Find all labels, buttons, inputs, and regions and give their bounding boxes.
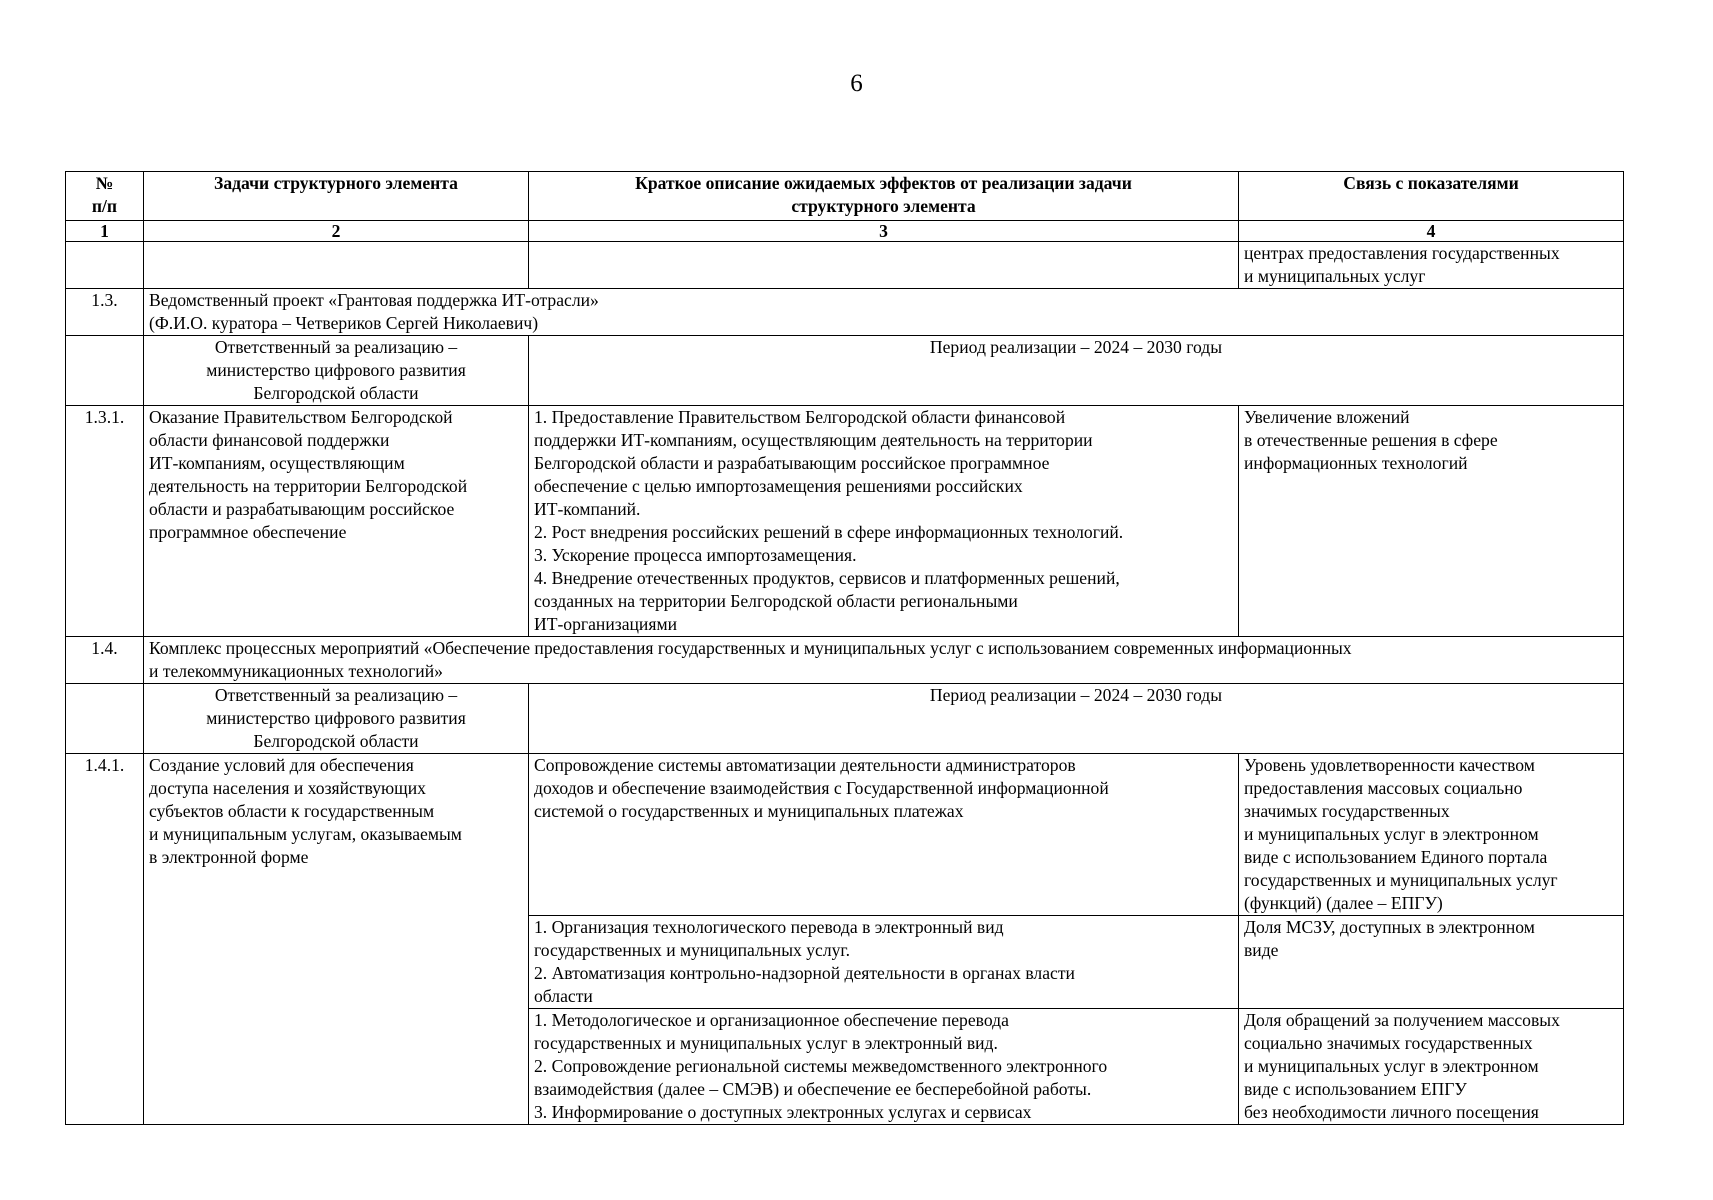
header-tasks-cell xyxy=(144,172,529,221)
indicator-cell xyxy=(1239,242,1624,289)
text-line: предоставления массовых социально xyxy=(1244,778,1523,798)
text-line: виде xyxy=(1244,940,1279,960)
header-text-line: Краткое описание ожидаемых эффектов от реализации задачи xyxy=(635,173,1132,193)
text-line: виде с использованием ЕПГУ xyxy=(1244,1079,1467,1099)
text-line: (функций) (далее – ЕПГУ) xyxy=(1244,893,1443,913)
text-line: 4. Внедрение отечественных продуктов, сервисов и платформенных решений, xyxy=(534,568,1120,588)
text-line: 2. Рост внедрения российских решений в сфере информационных технологий. xyxy=(534,522,1124,542)
section-title-cell xyxy=(144,289,1624,336)
text-line: области финансовой поддержки xyxy=(149,430,390,450)
table-row-1-3-responsible xyxy=(66,336,1624,406)
text-line: и телекоммуникационных технологий» xyxy=(149,661,443,681)
empty-cell xyxy=(66,242,144,289)
text-line: созданных на территории Белгородской области региональными xyxy=(534,591,1018,611)
column-number: 1 xyxy=(66,221,144,242)
text-line: Комплекс процессных мероприятий «Обеспечение предоставления государственных и муниципальных услуг с использованием современных информационных xyxy=(149,638,1352,658)
task-cell xyxy=(144,406,529,637)
table-row-1-4-1 xyxy=(66,754,1624,916)
table-row-1-4 xyxy=(66,637,1624,684)
text-line: информационных технологий xyxy=(1244,453,1468,473)
period-cell xyxy=(529,684,1624,754)
text-line: Создание условий для обеспечения xyxy=(149,755,414,775)
header-text-line: Задачи структурного элемента xyxy=(214,173,458,193)
header-number-cell xyxy=(66,172,144,221)
text-line: Ответственный за реализацию – xyxy=(214,337,458,357)
text-line: социально значимых государственных xyxy=(1244,1033,1533,1053)
text-line: поддержки ИТ-компаниям, осуществляющим деятельность на территории xyxy=(534,430,1093,450)
indicator-cell xyxy=(1239,916,1624,1009)
table-row-continued xyxy=(66,242,1624,289)
row-number: 1.4.1. xyxy=(66,754,144,1125)
text-line: области xyxy=(534,986,593,1006)
text-line: министерство цифрового развития xyxy=(206,708,466,728)
text-line: системой о государственных и муниципальных платежах xyxy=(534,801,964,821)
column-number: 2 xyxy=(144,221,529,242)
row-number: 1.4. xyxy=(66,637,144,684)
text-line: виде с использованием Единого портала xyxy=(1244,847,1548,867)
column-numbers-row xyxy=(66,221,1624,242)
effects-cell xyxy=(529,1009,1239,1125)
text-line: области и разрабатывающим российское xyxy=(149,499,455,519)
text-line: государственных и муниципальных услуг xyxy=(1244,870,1558,890)
text-line: 2. Автоматизация контрольно-надзорной деятельности в органах власти xyxy=(534,963,1075,983)
header-effects-cell xyxy=(529,172,1239,221)
text-line: 1. Организация технологического перевода в электронный вид xyxy=(534,917,1004,937)
text-line: ИТ-компаниям, осуществляющим xyxy=(149,453,405,473)
text-line: Увеличение вложений xyxy=(1244,407,1410,427)
text-line: (Ф.И.О. куратора – Четвериков Сергей Николаевич) xyxy=(149,313,539,333)
responsible-cell xyxy=(144,684,529,754)
task-cell xyxy=(144,754,529,1125)
table-row-1-4-responsible xyxy=(66,684,1624,754)
text-line: Уровень удовлетворенности качеством xyxy=(1244,755,1535,775)
text-line: доступа населения и хозяйствующих xyxy=(149,778,426,798)
text-line: программное обеспечение xyxy=(149,522,347,542)
text-line: министерство цифрового развития xyxy=(206,360,466,380)
header-text-line: Связь с показателями xyxy=(1343,173,1519,193)
text-line: и муниципальных услуг в электронном xyxy=(1244,1056,1539,1076)
empty-cell xyxy=(529,242,1239,289)
period-text: Период реализации – 2024 – 2030 годы xyxy=(929,337,1223,357)
page-number: 6 xyxy=(850,70,863,97)
text-line: 1. Методологическое и организационное обеспечение перевода xyxy=(534,1010,1009,1030)
text-line: без необходимости личного посещения xyxy=(1244,1102,1539,1122)
text-line: Доля МСЗУ, доступных в электронном xyxy=(1244,917,1535,937)
indicator-cell xyxy=(1239,754,1624,916)
table-header-row xyxy=(66,172,1624,221)
text-line: ИТ-компаний. xyxy=(534,499,641,519)
text-line: 3. Информирование о доступных электронных услугах и сервисах xyxy=(534,1102,1032,1122)
empty-cell xyxy=(66,684,144,754)
header-text-line: № xyxy=(95,173,114,193)
row-number: 1.3.1. xyxy=(66,406,144,637)
text-line: государственных и муниципальных услуг. xyxy=(534,940,851,960)
text-line: Ведомственный проект «Грантовая поддержка ИТ-отрасли» xyxy=(149,290,599,310)
table-row-1-3 xyxy=(66,289,1624,336)
period-text: Период реализации – 2024 – 2030 годы xyxy=(929,685,1223,705)
text-line: значимых государственных xyxy=(1244,801,1450,821)
row-number: 1.3. xyxy=(66,289,144,336)
section-title-cell xyxy=(144,637,1624,684)
column-number: 4 xyxy=(1239,221,1624,242)
text-line: Сопровождение системы автоматизации деятельности администраторов xyxy=(534,755,1076,775)
text-line: Белгородской области и разрабатывающим российское программное xyxy=(534,453,1050,473)
text-line: Белгородской области xyxy=(253,383,419,403)
indicator-cell xyxy=(1239,406,1624,637)
effects-cell xyxy=(529,406,1239,637)
empty-cell xyxy=(144,242,529,289)
header-text-line: структурного элемента xyxy=(791,196,976,216)
text-line: и муниципальным услугам, оказываемым xyxy=(149,824,462,844)
text-line: Ответственный за реализацию – xyxy=(214,685,458,705)
text-line: 3. Ускорение процесса импортозамещения. xyxy=(534,545,857,565)
empty-cell xyxy=(66,336,144,406)
responsible-cell xyxy=(144,336,529,406)
text-line: Белгородской области xyxy=(253,731,419,751)
text-line: Доля обращений за получением массовых xyxy=(1244,1010,1560,1030)
text-line: и муниципальных услуг в электронном xyxy=(1244,824,1539,844)
column-number: 3 xyxy=(529,221,1239,242)
text-line: 2. Сопровождение региональной системы межведомственного электронного xyxy=(534,1056,1108,1076)
text-line: доходов и обеспечение взаимодействия с Государственной информационной xyxy=(534,778,1109,798)
text-line: обеспечение с целью импортозамещения решениями российских xyxy=(534,476,1023,496)
header-text-line: п/п xyxy=(91,196,118,216)
text-line: государственных и муниципальных услуг в электронный вид. xyxy=(534,1033,998,1053)
period-cell xyxy=(529,336,1624,406)
effects-cell xyxy=(529,916,1239,1009)
text-line: деятельность на территории Белгородской xyxy=(149,476,468,496)
text-line: в отечественные решения в сфере xyxy=(1244,430,1498,450)
text-line: в электронной форме xyxy=(149,847,309,867)
effects-cell xyxy=(529,754,1239,916)
text-line: взаимодействия (далее – СМЭВ) и обеспечение ее бесперебойной работы. xyxy=(534,1079,1092,1099)
text-line: ИТ-организациями xyxy=(534,614,677,634)
text-line: 1. Предоставление Правительством Белгородской области финансовой xyxy=(534,407,1066,427)
table-row-1-3-1 xyxy=(66,406,1624,637)
header-indicators-cell xyxy=(1239,172,1624,221)
text-line: и муниципальных услуг xyxy=(1244,266,1426,286)
structural-elements-table xyxy=(65,171,1624,1125)
indicator-cell xyxy=(1239,1009,1624,1125)
text-line: субъектов области к государственным xyxy=(149,801,435,821)
text-line: центрах предоставления государственных xyxy=(1244,243,1560,263)
text-line: Оказание Правительством Белгородской xyxy=(149,407,453,427)
